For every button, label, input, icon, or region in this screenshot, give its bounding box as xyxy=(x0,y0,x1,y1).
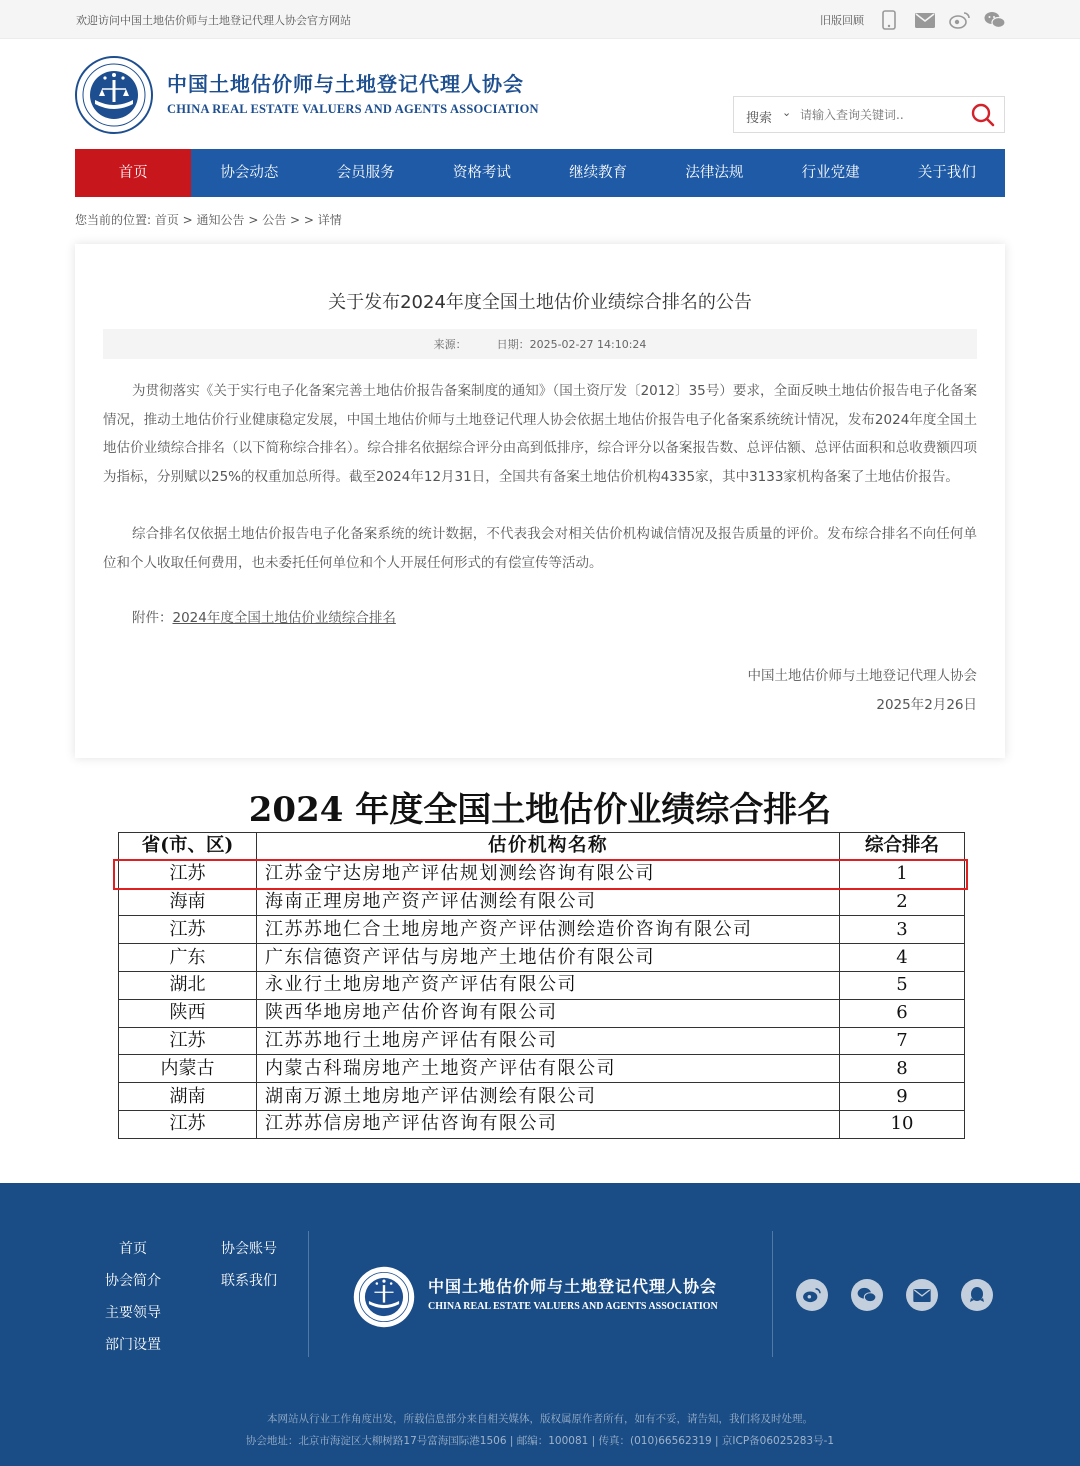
nav-item-news[interactable]: 协会动态 xyxy=(220,165,279,181)
weibo-icon[interactable] xyxy=(796,1279,828,1311)
province-cell: 海南 xyxy=(119,888,257,916)
footer-link-leaders[interactable]: 主要领导 xyxy=(105,1305,161,1321)
footer xyxy=(0,1183,1080,1466)
chevron-down-icon[interactable]: ⌄ xyxy=(782,106,792,119)
search-input[interactable] xyxy=(800,105,960,125)
province-cell: 江苏 xyxy=(119,1110,257,1138)
nav-item-member-services[interactable]: 会员服务 xyxy=(336,165,395,181)
association-logo[interactable] xyxy=(75,56,153,134)
rank-cell: 9 xyxy=(840,1083,965,1111)
footer-logo xyxy=(353,1266,415,1328)
column-header-rank: 综合排名 xyxy=(840,833,965,861)
agency-cell: 江苏苏地仁合土地房地产资产评估测绘造价咨询有限公司 xyxy=(257,916,840,944)
nav-item-laws[interactable]: 法律法规 xyxy=(685,165,744,181)
agency-cell: 湖南万源土地房地产评估测绘有限公司 xyxy=(257,1083,840,1111)
mail-icon[interactable] xyxy=(906,1279,938,1311)
rank-cell: 8 xyxy=(840,1055,965,1083)
site-subtitle: CHINA REAL ESTATE VALUERS AND AGENTS ASSOCIATION xyxy=(167,102,539,116)
main-nav xyxy=(75,149,1005,197)
wechat-icon[interactable] xyxy=(984,9,1006,31)
rank-cell: 6 xyxy=(840,999,965,1027)
footer-link-intro[interactable]: 协会简介 xyxy=(105,1273,161,1289)
footer-title: 中国土地估价师与土地登记代理人协会 xyxy=(428,1277,718,1296)
rank-cell: 1 xyxy=(840,860,965,888)
site-title: 中国土地估价师与土地登记代理人协会 xyxy=(167,72,524,96)
table-row xyxy=(119,999,965,1027)
footer-subtitle: CHINA REAL ESTATE VALUERS AND AGENTS ASSOCIATION xyxy=(428,1301,718,1312)
rank-cell: 7 xyxy=(840,1027,965,1055)
search-icon[interactable] xyxy=(970,102,996,128)
search-box xyxy=(733,96,1005,133)
attachment-label: 附件： xyxy=(132,610,173,626)
nav-item-home[interactable]: 首页 xyxy=(75,149,191,197)
footer-link-departments[interactable]: 部门设置 xyxy=(105,1337,161,1353)
footer-divider xyxy=(772,1231,773,1357)
rank-cell: 2 xyxy=(840,888,965,916)
article-source: 来源： xyxy=(433,338,467,351)
footer-divider xyxy=(308,1231,309,1357)
agency-cell: 广东信德资产评估与房地产土地估价有限公司 xyxy=(257,944,840,972)
rank-cell: 5 xyxy=(840,971,965,999)
article-meta xyxy=(103,329,977,359)
signature-org: 中国土地估价师与土地登记代理人协会 xyxy=(747,668,977,684)
wechat-icon[interactable] xyxy=(851,1279,883,1311)
footer-link-home[interactable]: 首页 xyxy=(119,1241,147,1257)
article-paragraph: 综合排名仅依据土地估价报告电子化备案系统的统计数据，不代表我会对相关估价机构诚信情况及报告质量的评价。发布综合排名不向任何单位和个人收取任何费用，也未委托任何单位和个人开展任何形式的有偿宣传等活动。 xyxy=(103,526,977,571)
agency-cell: 内蒙古科瑞房地产土地资产评估有限公司 xyxy=(257,1055,840,1083)
table-row xyxy=(119,1110,965,1138)
footer-link-contact[interactable]: 联系我们 xyxy=(221,1273,277,1289)
province-cell: 江苏 xyxy=(119,916,257,944)
article-paragraph: 为贯彻落实《关于实行电子化备案完善土地估价报告备案制度的通知》（国土资厅发〔2012〕35号）要求，全面反映土地估价报告电子化备案情况，推动土地估价行业健康稳定发展，中国土地估价师与土地登记代理人协会依据土地估价报告电子化备案系统统计情况，发布2024年度全国土地估价业绩综合排名（以下简称综合排名）。综合排名依据综合评分由高到低排序，综合评分以备案报告数、总评估额、总评估面积和总收费额四项为指标，分别赋以25%的权重加总所得。截至2024年12月31日，全国共有备案土地估价机构4335家，其中3133家机构备案了土地估价报告。 xyxy=(103,383,977,485)
ranking-title: 2024 年度全国土地估价业绩综合排名 xyxy=(248,790,832,830)
nav-item-exams[interactable]: 资格考试 xyxy=(452,165,511,181)
highlight-box xyxy=(113,859,968,890)
table-row xyxy=(119,1083,965,1111)
nav-item-education[interactable]: 继续教育 xyxy=(569,165,628,181)
attachment-link[interactable]: 2024年度全国土地估价业绩综合排名 xyxy=(172,610,396,626)
column-header-province: 省(市、区) xyxy=(119,833,257,861)
table-row xyxy=(119,888,965,916)
article-card xyxy=(75,244,1005,758)
province-cell: 广东 xyxy=(119,944,257,972)
column-header-agency: 估价机构名称 xyxy=(257,833,840,861)
footer-address: 协会地址：北京市海淀区大柳树路17号富海国际港1506 | 邮编：100081 | 传真：(010)66562319 | 京ICP备06025283号-1 xyxy=(245,1435,835,1447)
province-cell: 湖北 xyxy=(119,971,257,999)
rank-cell: 4 xyxy=(840,944,965,972)
qq-icon[interactable] xyxy=(961,1279,993,1311)
table-row xyxy=(119,971,965,999)
phone-icon[interactable] xyxy=(878,9,900,31)
agency-cell: 江苏苏地行土地房产评估有限公司 xyxy=(257,1027,840,1055)
rank-cell: 3 xyxy=(840,916,965,944)
old-site-link[interactable]: 旧版回顾 xyxy=(820,14,864,27)
weibo-icon[interactable] xyxy=(949,9,971,31)
agency-cell: 江苏苏信房地产评估咨询有限公司 xyxy=(257,1110,840,1138)
province-cell: 江苏 xyxy=(119,860,257,888)
footer-link-accounts[interactable]: 协会账号 xyxy=(221,1241,277,1257)
province-cell: 湖南 xyxy=(119,1083,257,1111)
top-bar xyxy=(0,0,1080,39)
footer-disclaimer: 本网站从行业工作角度出发，所载信息部分来自相关媒体，版权属原作者所有，如有不妥，请告知，我们将及时处理。 xyxy=(267,1413,813,1425)
attachment xyxy=(132,606,396,626)
mail-icon[interactable] xyxy=(914,9,936,31)
signature-date: 2025年2月26日 xyxy=(876,697,977,713)
agency-cell: 江苏金宁达房地产评估规划测绘咨询有限公司 xyxy=(257,860,840,888)
nav-item-party[interactable]: 行业党建 xyxy=(801,165,860,181)
breadcrumb: 您当前的位置: 首页 > 通知公告 > 公告 > > 详情 xyxy=(75,213,342,227)
province-cell: 江苏 xyxy=(119,1027,257,1055)
rank-cell: 10 xyxy=(840,1110,965,1138)
article-title: 关于发布2024年度全国土地估价业绩综合排名的公告 xyxy=(328,292,752,313)
article-date: 日期：2025-02-27 14:10:24 xyxy=(496,338,647,351)
table-row xyxy=(119,1055,965,1083)
welcome-text: 欢迎访问中国土地估价师与土地登记代理人协会官方网站 xyxy=(76,14,351,27)
table-header-row xyxy=(119,833,965,861)
search-type-select[interactable]: 搜索 xyxy=(746,111,773,126)
nav-item-about[interactable]: 关于我们 xyxy=(917,165,976,181)
province-cell: 内蒙古 xyxy=(119,1055,257,1083)
agency-cell: 陕西华地房地产估价咨询有限公司 xyxy=(257,999,840,1027)
agency-cell: 海南正理房地产资产评估测绘有限公司 xyxy=(257,888,840,916)
table-row xyxy=(119,1027,965,1055)
table-row xyxy=(119,944,965,972)
table-row xyxy=(119,916,965,944)
province-cell: 陕西 xyxy=(119,999,257,1027)
agency-cell: 永业行土地房地产资产评估有限公司 xyxy=(257,971,840,999)
